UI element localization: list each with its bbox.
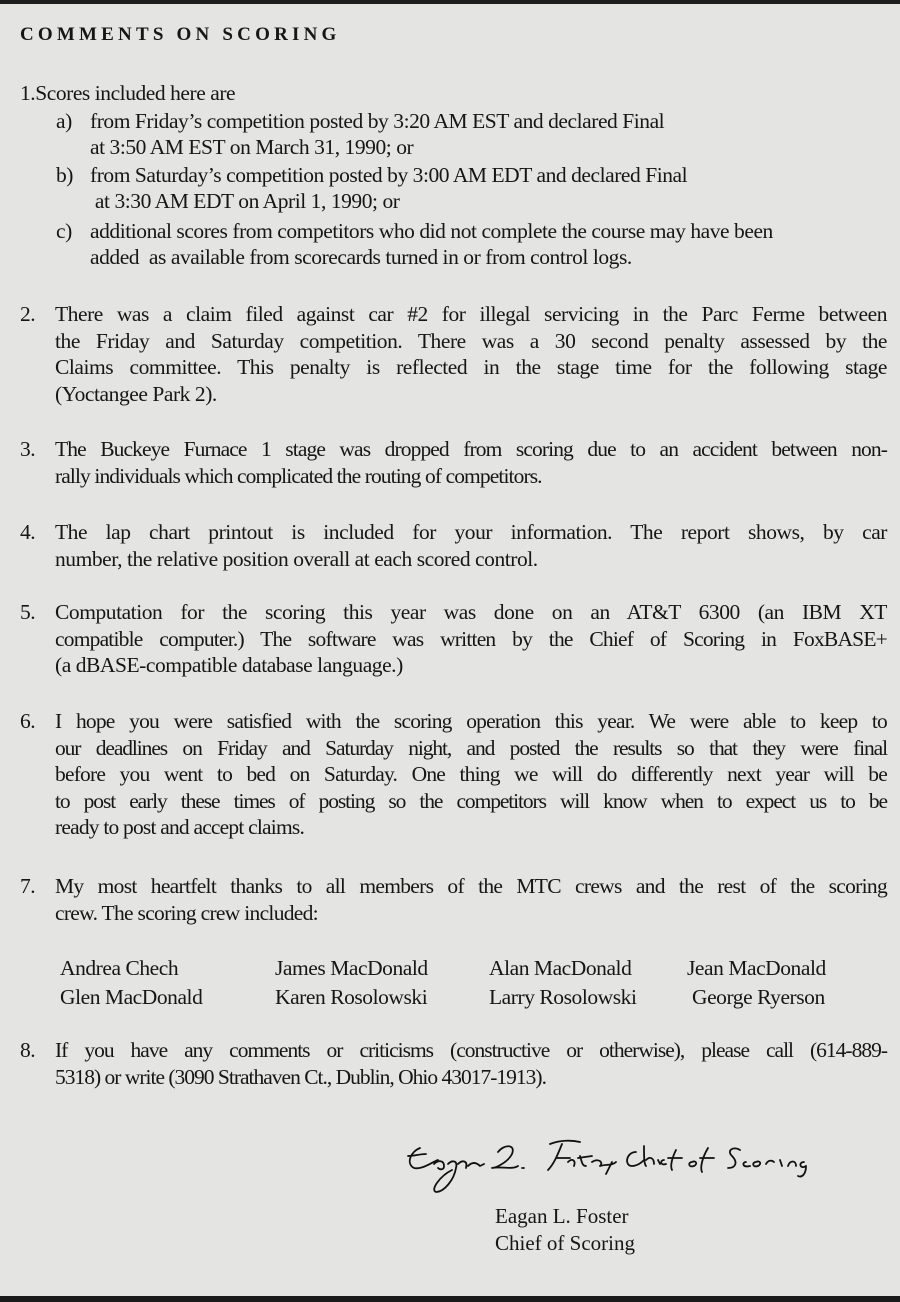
item-line: ready to post and accept claims. [55, 815, 305, 839]
item-line: crew. The scoring crew included: [55, 900, 318, 925]
document-title: COMMENTS ON SCORING [20, 24, 341, 45]
item-line: (Yoctangee Park 2). [55, 381, 217, 406]
handwritten-signature [400, 1130, 860, 1200]
crew-member: James MacDonald [275, 956, 428, 980]
item-line: (a dBASE-compatible database language.) [55, 653, 403, 677]
crew-member: Larry Rosolowski [489, 985, 637, 1009]
subitem-label: b) [56, 163, 74, 187]
item-line: rally individuals which complicated the routing of competitors. [55, 463, 542, 488]
crew-member: Alan MacDonald [489, 956, 632, 980]
crew-member: Andrea Chech [60, 956, 179, 980]
item-number: 5. [20, 600, 36, 624]
item-line: our deadlines on Friday and Saturday night, and posted the results so that they were final [55, 735, 887, 760]
item-line: My most heartfelt thanks to all members of the MTC crews and the rest of the scoring [55, 874, 887, 898]
item-line: the Friday and Saturday competition. There was a 30 second penalty assessed by the [55, 328, 887, 353]
signer-name: Eagan L. Foster [495, 1204, 629, 1228]
subitem-line: at 3:50 AM EST on March 31, 1990; or [90, 135, 414, 159]
signer-block [495, 1203, 635, 1257]
item-line: Claims committee. This penalty is reflected in the stage time for the following stage [55, 355, 887, 379]
top-rule [0, 0, 900, 4]
item-number: 8. [20, 1038, 36, 1062]
item-1-intro: 1.Scores included here are [20, 81, 236, 105]
item-number: 3. [20, 437, 36, 461]
item-number: 2. [20, 302, 36, 326]
item-line: If you have any comments or criticisms (constructive or otherwise), please call (614-889- [55, 1038, 887, 1062]
item-1 [20, 80, 235, 107]
item-line: compatible computer.) The software was written by the Chief of Scoring in FoxBASE+ [55, 626, 887, 651]
item-number: 7. [20, 874, 36, 898]
item-line: 5318) or write (3090 Strathaven Ct., Dublin, Ohio 43017-1913). [55, 1064, 546, 1089]
item-line: I hope you were satisfied with the scoring operation this year. We were able to keep to [55, 709, 887, 733]
crew-member: Jean MacDonald [687, 956, 826, 980]
item-1-subitems [0, 108, 900, 273]
subitem-line: added as available from scorecards turned in or from control logs. [90, 245, 632, 269]
item-line: number, the relative position overall at each scored control. [55, 546, 538, 571]
subitem-line: from Saturday’s competition posted by 3:00 AM EDT and declared Final [90, 163, 688, 187]
item-line: to post early these times of posting so the competitors will know when to expect us to be [55, 788, 887, 813]
bottom-rule [0, 1296, 900, 1302]
crew-member: George Ryerson [692, 985, 825, 1009]
item-line: There was a claim filed against car #2 for illegal servicing in the Parc Ferme between [55, 302, 887, 326]
item-number: 4. [20, 520, 36, 544]
item-line: Computation for the scoring this year was done on an AT&T 6300 (an IBM XT [55, 600, 887, 624]
signer-role: Chief of Scoring [495, 1231, 635, 1255]
item-line: before you went to bed on Saturday. One thing we will do differently next year will be [55, 762, 887, 786]
item-line: The Buckeye Furnace 1 stage was dropped from scoring due to an accident between non- [55, 437, 887, 461]
subitem-line: at 3:30 AM EDT on April 1, 1990; or [90, 189, 400, 213]
subitem-line: additional scores from competitors who did not complete the course may have been [90, 219, 773, 243]
crew-member: Glen MacDonald [60, 985, 203, 1009]
item-line: The lap chart printout is included for your information. The report shows, by car [55, 520, 887, 544]
item-number: 6. [20, 709, 36, 733]
subitem-label: a) [56, 109, 72, 133]
subitem-line: from Friday’s competition posted by 3:20 AM EST and declared Final [90, 109, 665, 133]
subitem-label: c) [56, 219, 72, 243]
crew-member: Karen Rosolowski [275, 985, 428, 1009]
